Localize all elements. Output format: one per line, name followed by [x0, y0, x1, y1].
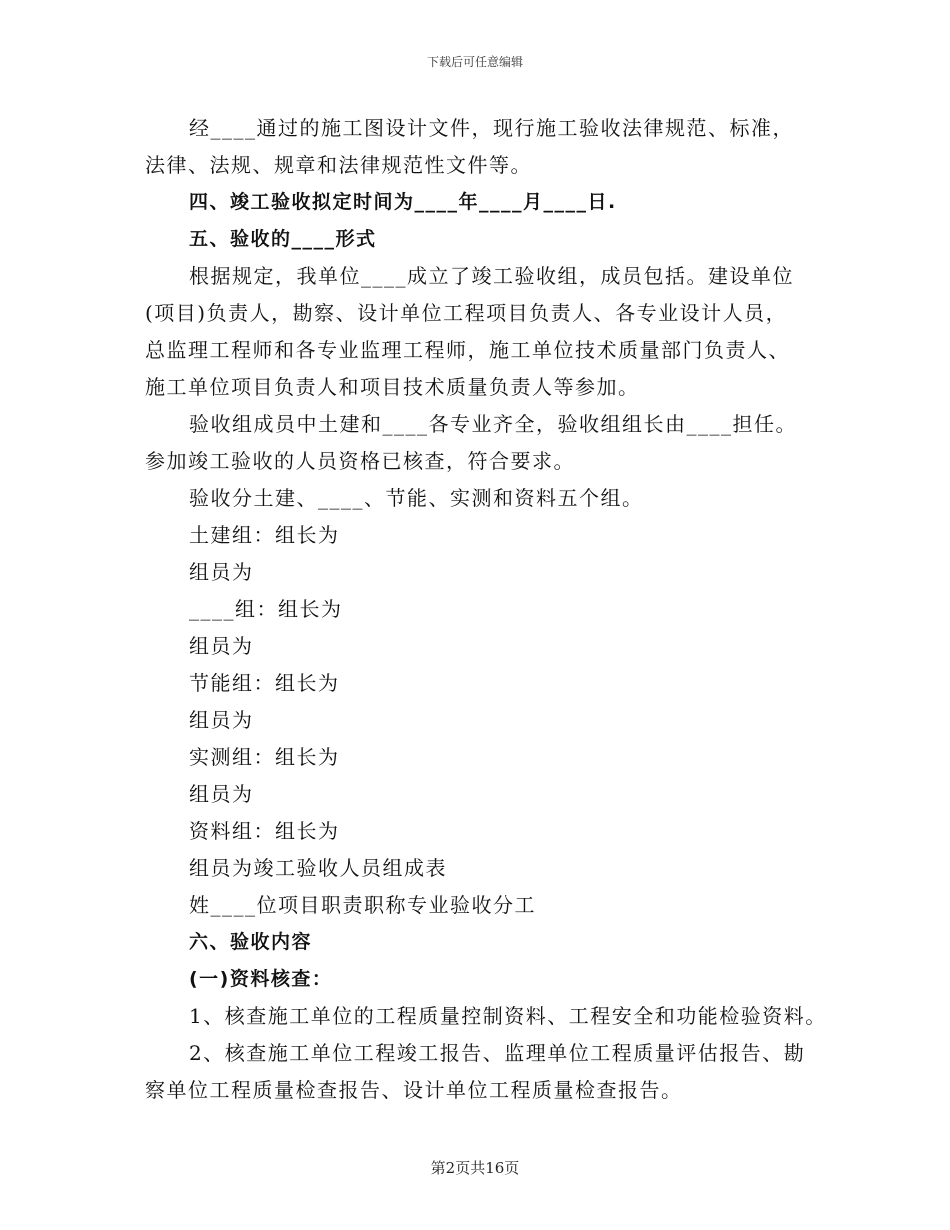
text-line: 法律、法规、规章和法律规范性文件等。 [145, 153, 532, 177]
text-line: ____组：组长为 [189, 597, 343, 621]
text-line: 参加竣工验收的人员资格已核查，符合要求。 [145, 449, 575, 473]
section-heading: 五、验收的____形式 [189, 228, 377, 250]
text-line: 经____通过的施工图设计文件，现行施工验收法律规范、标准， [189, 116, 794, 140]
section-heading: (一)资料核查： [189, 968, 333, 990]
text-line: 验收组成员中土建和____各专业齐全，验收组组长由____担任。 [189, 412, 797, 436]
section-heading: 四、竣工验收拟定时间为____年____月____日. [189, 191, 617, 213]
text-line: (项目)负责人，勘察、设计单位工程项目负责人、各专业设计人员， [145, 301, 788, 325]
text-line: 1、核查施工单位的工程质量控制资料、工程安全和功能检验资料。 [189, 1004, 827, 1028]
text-line: 实测组：组长为 [189, 745, 340, 769]
document-body [145, 110, 825, 1109]
text-line: 姓____位项目职责职称专业验收分工 [189, 893, 536, 917]
text-line: 组员为 [189, 782, 254, 806]
page-header: 下载后可任意编辑 [426, 55, 523, 69]
text-line: 组员为 [189, 634, 254, 658]
text-line: 根据规定，我单位____成立了竣工验收组，成员包括。建设单位 [189, 264, 794, 288]
section-heading: 六、验收内容 [189, 931, 313, 953]
page-footer: 第2页共16页 [430, 1159, 520, 1177]
text-line: 组员为 [189, 708, 254, 732]
text-line: 组员为竣工验收人员组成表 [189, 856, 447, 880]
text-line: 察单位工程质量检查报告、设计单位工程质量检查报告。 [145, 1078, 683, 1102]
text-line: 2、核查施工单位工程竣工报告、监理单位工程质量评估报告、勘 [189, 1041, 806, 1065]
text-line: 总监理工程师和各专业监理工程师，施工单位技术质量部门负责人、 [145, 338, 790, 362]
text-line: 施工单位项目负责人和项目技术质量负责人等参加。 [145, 375, 640, 399]
text-line: 节能组：组长为 [189, 671, 340, 695]
text-line: 组员为 [189, 560, 254, 584]
text-line: 资料组：组长为 [189, 819, 340, 843]
text-line: 土建组：组长为 [189, 523, 340, 547]
text-line: 验收分土建、____、节能、实测和资料五个组。 [189, 486, 644, 510]
